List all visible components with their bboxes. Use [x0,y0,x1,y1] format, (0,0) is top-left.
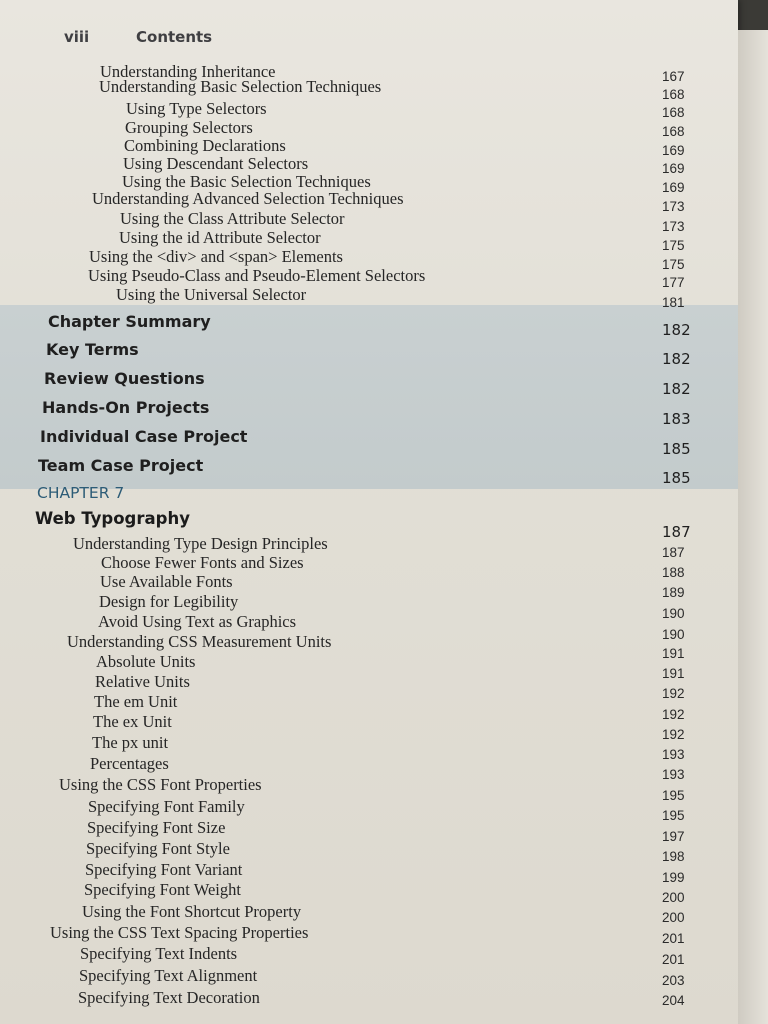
toc-entry-title: The ex Unit [93,712,172,731]
toc-entry [0,553,738,580]
toc-entry-title: The em Unit [94,692,178,711]
toc-entry-page: 197 [662,829,685,844]
toc-entry-title: Specifying Font Variant [85,860,243,879]
toc-entry-page: 195 [662,808,685,823]
toc-entry-title: CHAPTER 7 [37,484,125,502]
toc-entry-title: Using the CSS Text Spacing Properties [50,923,309,942]
toc-section-entry [0,340,738,368]
toc-entry-title: Individual Case Project [40,427,248,446]
toc-entry-page: 181 [662,295,685,310]
toc-entry-page: 199 [662,870,685,885]
toc-entry-page: 175 [662,238,685,253]
toc-entry-title: Key Terms [46,340,139,359]
toc-entry [0,733,738,762]
header-title: Contents [136,28,213,46]
toc-entry [0,775,738,803]
toc-entry-title: Design for Legibility [99,592,239,611]
toc-entry-title: Using Pseudo-Class and Pseudo-Element Selectors [88,266,426,285]
toc-entry-title: Specifying Text Decoration [78,988,260,1007]
toc-entry [0,118,738,138]
toc-entry-page: 169 [662,180,685,195]
toc-entry [0,632,738,661]
toc-entry [0,228,738,253]
toc-entry [0,77,738,102]
toc-entry-page: 187 [662,523,691,541]
toc-entry [0,988,738,1008]
toc-entry-page: 190 [662,627,685,642]
toc-entry [0,99,738,119]
toc-entry-page: 183 [662,410,691,428]
toc-entry-title: Using the Universal Selector [116,285,307,304]
toc-section-entry [0,369,738,398]
toc-entry-page: 200 [662,890,685,905]
toc-entry-page: 193 [662,767,685,782]
toc-entry-page: 167 [662,69,685,84]
toc-entry-title: Understanding Inheritance [100,62,276,81]
header-page-number: viii [64,28,90,46]
toc-entry-title: Using Descendant Selectors [123,154,309,173]
toc-entry-title: Using the Font Shortcut Property [82,902,302,921]
toc-entry-page: 192 [662,707,685,722]
toc-entry-page: 182 [662,321,691,339]
toc-entry-title: Percentages [90,754,169,773]
next-page-edge [738,30,768,1024]
toc-entry-title: Grouping Selectors [125,118,253,137]
toc-entry-title: Specifying Font Weight [84,880,241,899]
toc-entry-page: 191 [662,666,685,681]
toc-entry [0,285,738,310]
toc-entry-page: 193 [662,747,685,762]
toc-entry-title: Avoid Using Text as Graphics [98,612,297,631]
toc-entry-page: 201 [662,931,685,946]
toc-entry-page: 168 [662,105,685,120]
toc-entry [0,572,738,600]
toc-entry-title: Using the Class Attribute Selector [120,209,345,228]
toc-entry-title: Combining Declarations [124,136,286,155]
toc-entry-title: Web Typography [35,509,190,528]
toc-entry-page: 185 [662,469,691,487]
toc-entry-page: 201 [662,952,685,967]
toc-entry-page: 187 [662,545,685,560]
toc-entry-page: 169 [662,161,685,176]
toc-entry [0,712,738,742]
toc-entry-page: 203 [662,973,685,988]
toc-entry-page: 192 [662,727,685,742]
toc-entry [0,247,738,272]
toc-entry-title: Specifying Text Alignment [79,966,258,985]
toc-entry-title: Relative Units [95,672,190,691]
toc-entry [0,902,738,925]
toc-section-entry [0,456,738,487]
toc-section-entry [0,312,738,339]
toc-entry-title: Use Available Fonts [100,572,233,591]
toc-entry [0,652,738,681]
toc-entry [0,136,738,156]
toc-entry [0,818,738,844]
toc-entry-page: 200 [662,910,685,925]
chapter-title-entry [0,509,738,541]
toc-entry [0,839,738,864]
toc-entry-title: Review Questions [44,369,205,388]
toc-section-entry [0,398,738,428]
toc-entry [0,209,738,234]
toc-entry-page: 182 [662,380,691,398]
toc-entry-page: 177 [662,275,685,290]
toc-entry-page: 173 [662,219,685,234]
toc-entry-page: 175 [662,257,685,272]
toc-entry [0,754,738,782]
toc-entry [0,966,738,986]
toc-entry-page: 195 [662,788,685,803]
toc-entry [0,592,738,621]
toc-entry-title: Using the CSS Font Properties [59,775,262,794]
toc-entry-title: Using the id Attribute Selector [119,228,321,247]
toc-entry [0,880,738,905]
toc-entry [0,534,738,560]
toc-entry-title: Specifying Font Size [87,818,226,837]
toc-entry-page: 189 [662,585,685,600]
toc-entry [0,189,738,214]
toc-entry-title: Specifying Font Family [88,797,245,816]
toc-entry [0,672,738,701]
toc-entry-title: Understanding Type Design Principles [73,534,328,553]
toc-entry-page: 185 [662,440,691,458]
toc-entry [0,154,738,174]
toc-entry-title: Using the <div> and <span> Elements [89,247,343,266]
toc-entry [0,266,738,290]
toc-entry-page: 198 [662,849,685,864]
toc-entry-page: 204 [662,993,685,1008]
toc-entry [0,797,738,823]
toc-section-entry [0,427,738,458]
toc-entry-title: Absolute Units [96,652,196,671]
toc-entry-page: 188 [662,565,685,580]
toc-entry-page: 168 [662,124,685,139]
toc-entry-title: Team Case Project [38,456,204,475]
toc-entry-title: Understanding CSS Measurement Units [67,632,332,651]
toc-entry [0,944,738,967]
toc-entry-title: The px unit [92,733,169,752]
toc-entry-page: 190 [662,606,685,621]
toc-entry-title: Chapter Summary [48,312,211,331]
toc-entry-page: 182 [662,350,691,368]
toc-entry-title: Hands-On Projects [42,398,210,417]
toc-entry [0,860,738,885]
toc-entry-page: 191 [662,646,685,661]
toc-entry-page: 169 [662,143,685,158]
toc-entry-title: Choose Fewer Fonts and Sizes [101,553,304,572]
toc-entry-page: 192 [662,686,685,701]
chapter-label [0,484,738,504]
toc-entry-title: Using Type Selectors [126,99,267,118]
toc-entry [0,923,738,946]
toc-entry-title: Understanding Basic Selection Techniques [99,77,382,96]
toc-entry-title: Specifying Font Style [86,839,230,858]
toc-entry-page: 173 [662,199,685,214]
toc-entry-title: Using the Basic Selection Techniques [122,172,371,191]
toc-entry-title: Understanding Advanced Selection Techniques [92,189,404,208]
toc-entry-title: Specifying Text Indents [80,944,238,963]
toc-entry-page: 168 [662,87,685,102]
